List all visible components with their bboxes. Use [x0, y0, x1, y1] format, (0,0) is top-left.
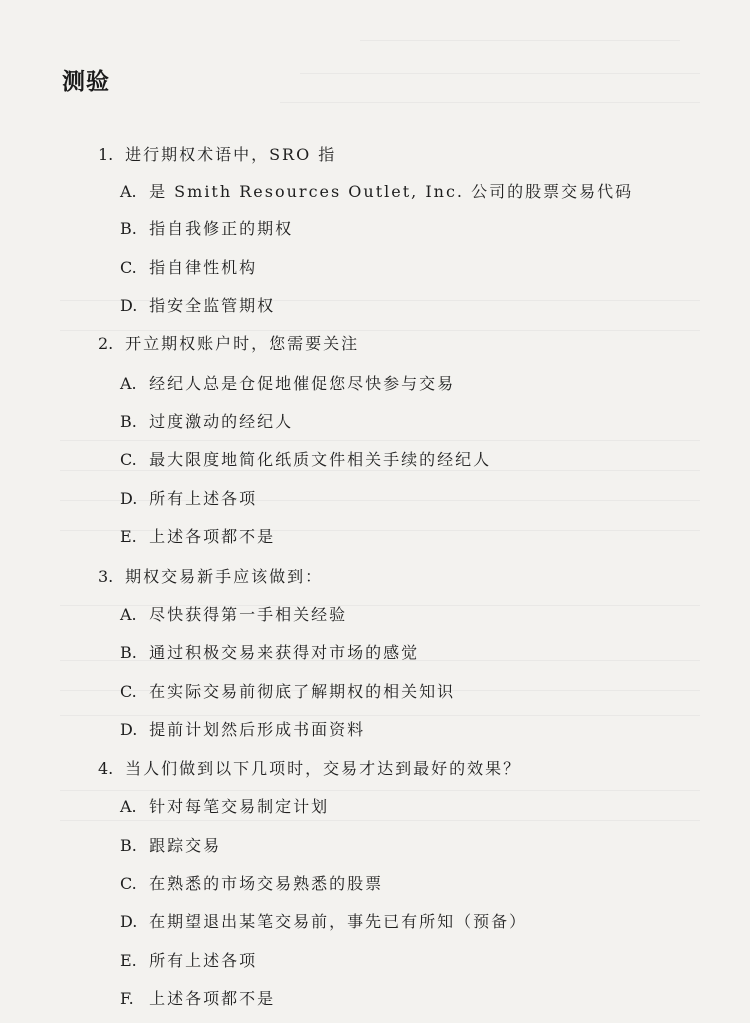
- option-text: 在期望退出某笔交易前，事先已有所知（预备）: [149, 912, 528, 931]
- option-text: 最大限度地简化纸质文件相关手续的经纪人: [149, 450, 492, 469]
- option-3c: [120, 682, 455, 702]
- option-text: 在实际交易前彻底了解期权的相关知识: [149, 682, 456, 701]
- option-letter: A.: [120, 182, 137, 201]
- option-1a: [120, 182, 633, 202]
- option-text: 尽快获得第一手相关经验: [149, 605, 348, 624]
- question-number: 2.: [98, 334, 114, 353]
- option-letter: B.: [120, 643, 137, 662]
- option-text: 是 Smith Resources Outlet, Inc. 公司的股票交易代码: [149, 182, 634, 201]
- question-text: 当人们做到以下几项时，交易才达到最好的效果？: [125, 759, 522, 778]
- option-text: 指自我修正的期权: [149, 219, 294, 238]
- question-number: 1.: [98, 145, 114, 164]
- option-text: 经纪人总是仓促地催促您尽快参与交易: [149, 374, 456, 393]
- question-1: [98, 145, 336, 165]
- option-letter: A.: [120, 797, 137, 816]
- option-letter: C.: [120, 258, 137, 277]
- option-text: 上述各项都不是: [149, 527, 276, 546]
- option-letter: A.: [120, 605, 137, 624]
- option-letter: A.: [120, 374, 137, 393]
- option-text: 指安全监管期权: [149, 296, 276, 315]
- option-4b: [120, 836, 221, 856]
- option-4f: [120, 989, 275, 1009]
- option-3d: [120, 720, 365, 740]
- option-3b: [120, 643, 419, 663]
- option-text: 针对每笔交易制定计划: [149, 797, 330, 816]
- option-letter: E.: [120, 527, 137, 546]
- question-text: 期权交易新手应该做到：: [125, 567, 324, 586]
- option-text: 通过积极交易来获得对市场的感觉: [149, 643, 420, 662]
- option-1c: [120, 258, 257, 278]
- option-4c: [120, 874, 383, 894]
- option-2c: [120, 450, 491, 470]
- question-number: 4.: [98, 759, 114, 778]
- option-letter: F.: [120, 989, 134, 1008]
- option-text: 过度激动的经纪人: [149, 412, 294, 431]
- option-2a: [120, 374, 455, 394]
- option-letter: B.: [120, 219, 137, 238]
- option-text: 指自律性机构: [149, 258, 258, 277]
- option-2d: [120, 489, 257, 509]
- option-3a: [120, 605, 347, 625]
- option-2b: [120, 412, 293, 432]
- question-3: [98, 567, 323, 587]
- question-text: 进行期权术语中，SRO 指: [125, 145, 337, 164]
- option-4d: [120, 912, 527, 932]
- option-letter: C.: [120, 874, 137, 893]
- question-number: 3.: [98, 567, 114, 586]
- option-text: 在熟悉的市场交易熟悉的股票: [149, 874, 384, 893]
- section-title: 测验: [62, 69, 110, 95]
- option-4e: [120, 951, 257, 971]
- option-letter: C.: [120, 682, 137, 701]
- option-letter: D.: [120, 296, 138, 315]
- option-text: 跟踪交易: [149, 836, 222, 855]
- option-text: 提前计划然后形成书面资料: [149, 720, 366, 739]
- option-letter: B.: [120, 836, 137, 855]
- option-4a: [120, 797, 329, 817]
- option-letter: B.: [120, 412, 137, 431]
- option-letter: D.: [120, 489, 138, 508]
- option-1d: [120, 296, 275, 316]
- option-letter: C.: [120, 450, 137, 469]
- option-text: 所有上述各项: [149, 951, 258, 970]
- question-text: 开立期权账户时，您需要关注: [125, 334, 360, 353]
- option-text: 所有上述各项: [149, 489, 258, 508]
- question-4: [98, 759, 521, 779]
- option-letter: D.: [120, 912, 138, 931]
- question-2: [98, 334, 359, 354]
- option-letter: D.: [120, 720, 138, 739]
- option-1b: [120, 219, 293, 239]
- option-letter: E.: [120, 951, 137, 970]
- option-2e: [120, 527, 275, 547]
- option-text: 上述各项都不是: [149, 989, 276, 1008]
